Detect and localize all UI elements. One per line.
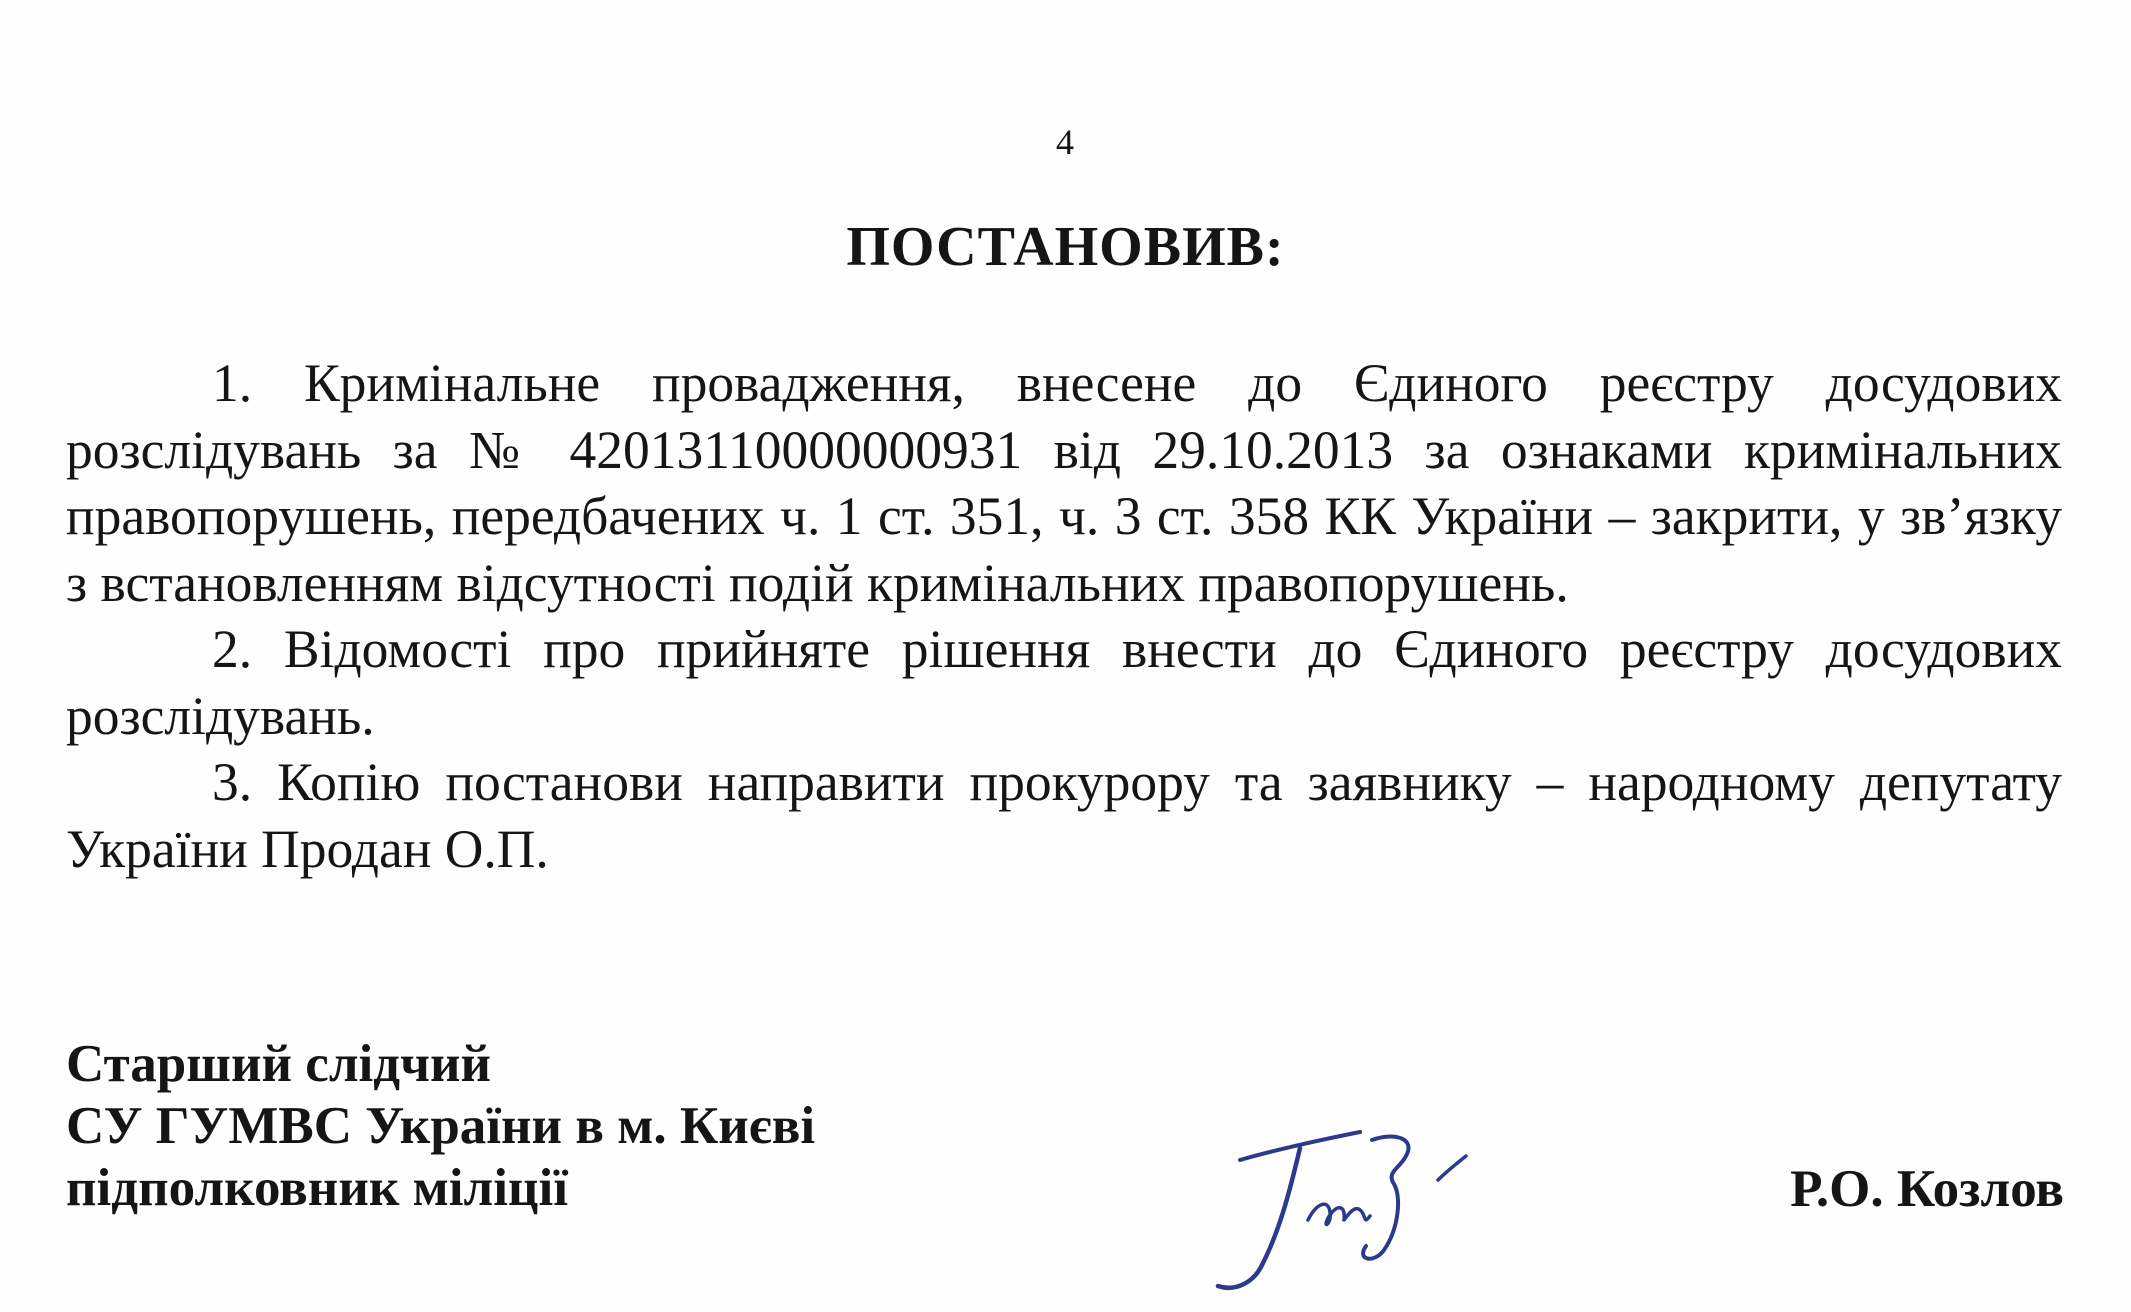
handwritten-signature: [1180, 1100, 1520, 1300]
resolution-paragraph-3: [66, 749, 2062, 882]
resolution-body: [66, 350, 2062, 882]
signatory-position: [66, 1033, 815, 1219]
signature-ink: [1218, 1132, 1466, 1288]
paragraph-text: Копію постанови направити прокурору та заявнику – народному депутату України Продан О.П.: [66, 752, 2062, 879]
resolution-heading: ПОСТАНОВИВ:: [846, 216, 1285, 278]
paragraph-text: Відомості про прийняте рішення внести до Єдиного реєстру досудових розслідувань.: [66, 619, 2063, 746]
paragraph-number: 3.: [212, 752, 253, 812]
page-number: 4: [1056, 122, 1074, 162]
signatory-position-line: Старший слідчий: [66, 1035, 492, 1093]
signatory-position-line: підполковник міліції: [66, 1159, 568, 1217]
signatory-position-line: СУ ГУМВС України в м. Києві: [66, 1097, 816, 1155]
paragraph-number: 1.: [212, 353, 253, 413]
paragraph-number: 2.: [212, 619, 253, 679]
paragraph-text: Кримінальне провадження, внесене до Єдиного реєстру досудових розслідувань за № 42013110000000931 від 29.10.2013 за ознаками кримінальних правопорушень, передбачених ч. 1 ст. 351, ч. 3 ст. 358 КК України – закрити, у зв’язку з встановленням відсутності подій кримінальних правопорушень.: [66, 353, 2062, 613]
resolution-paragraph-1: [66, 350, 2062, 616]
signatory-name: Р.О. Козлов: [1790, 1160, 2064, 1218]
resolution-paragraph-2: [66, 616, 2062, 749]
